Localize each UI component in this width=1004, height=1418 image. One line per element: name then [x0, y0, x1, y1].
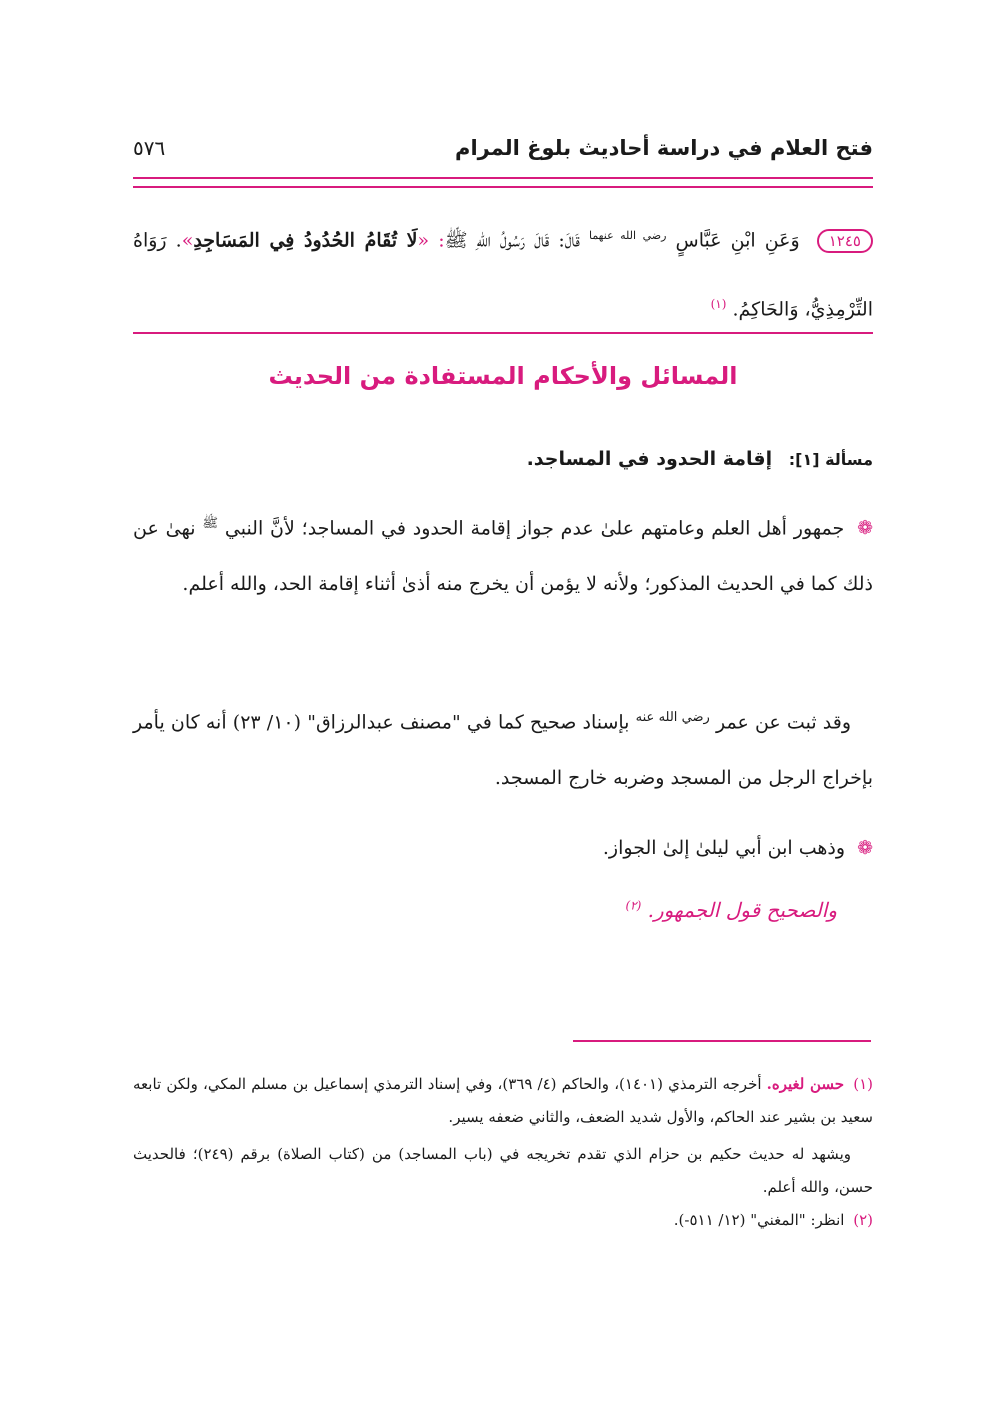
header-rule-bottom — [133, 186, 873, 188]
hadith-intro: وَعَنِ ابْنِ عَبَّاسٍ — [675, 229, 800, 252]
footnote-1 — [133, 1068, 873, 1134]
header-rule-top — [133, 177, 873, 179]
flower-icon: ❁ — [857, 837, 873, 859]
p1-text-a: جمهور أهل العلم وعامتهم علىٰ عدم جواز إقامة الحدود في المساجد؛ لأنَّ النبي — [224, 517, 845, 540]
issue-label: مسألة [١]: — [788, 450, 873, 469]
hadith-rule — [133, 332, 873, 334]
p2-text-b: بإسناد صحيح كما في "مصنف عبدالرزاق" (١٠/ ٢٣) أنه كان يأمر بإخراج الرجل من المسجد وضربه خارج المسجد. — [133, 711, 873, 790]
hadith-number-badge: ١٢٤٥ — [817, 229, 873, 253]
radiallahu-glyph: رضي الله عنه — [635, 710, 710, 725]
issue-heading — [133, 448, 873, 470]
footnote-2-text: انظر: "المغني" (١٢/ ٥١١-). — [673, 1211, 845, 1229]
quote-close: » — [181, 229, 194, 252]
hadith-grade: حسن لغيره. — [766, 1075, 845, 1093]
footnote-2 — [133, 1204, 873, 1237]
pbuh-glyph: ﷺ — [202, 516, 219, 531]
footnote-number: (١) — [853, 1075, 873, 1093]
conclusion-text: والصحيح قول الجمهور. — [647, 898, 837, 922]
p1-text-b: نهىٰ عن ذلك كما في الحديث المذكور؛ ولأنه لا يؤمن أن يخرج منه أذىٰ أثناء إقامة الحد، والله أعلم. — [133, 517, 873, 596]
footnote-ref-2[interactable]: (٢) — [625, 898, 642, 913]
footnote-separator — [573, 1040, 871, 1042]
footnote-ref-1[interactable]: (١) — [710, 297, 727, 312]
flower-icon: ❁ — [857, 517, 874, 540]
hadith-quote: لَا تُقَامُ الحُدُودُ فِي المَسَاجِدِ — [193, 229, 418, 252]
paragraph-umar — [133, 690, 873, 806]
hadith-said: قَالَ: قَالَ رَسُولُ اللهِ — [476, 229, 580, 252]
pbuh-glyph: ﷺ — [444, 229, 468, 252]
book-title: فتح العلام في دراسة أحاديث بلوغ المرام — [455, 136, 873, 160]
section-title: المسائل والأحكام المستفادة من الحديث — [268, 362, 738, 390]
conclusion — [133, 898, 873, 922]
hadith-narration: . رَوَاهُ التِّرْمِذِيُّ، وَالحَاكِمُ. — [133, 229, 873, 321]
quote-open: : « — [417, 229, 445, 252]
running-header — [133, 128, 873, 168]
footnote-number: (٢) — [853, 1211, 873, 1229]
footnotes — [133, 1068, 873, 1237]
p2-text-a: وقد ثبت عن عمر — [716, 711, 852, 734]
page-number: ٥٧٦ — [133, 136, 166, 160]
paragraph-majority — [133, 496, 873, 612]
issue-title: إقامة الحدود في المساجد. — [526, 448, 773, 470]
p3-text: وذهب ابن أبي ليلىٰ إلىٰ الجواز. — [602, 837, 846, 859]
footnote-1-continued: ويشهد له حديث حكيم بن حزام الذي تقدم تخريجه في (باب المساجد) من (كتاب الصلاة) برقم (٢٤٩)؛ فالحديث حسن، والله أعلم. — [133, 1145, 873, 1196]
paragraph-ibn-abi-layla — [133, 820, 873, 876]
footnote-1-text: أخرجه الترمذي (١٤٠١)، والحاكم (٤/ ٣٦٩)، وفي إسناد الترمذي إسماعيل بن مسلم المكي، ولكن تابعه سعيد بن بشير عند الحاكم، والأول شديد الضعف، والثاني ضعفه يسير. — [133, 1075, 873, 1126]
hadith-text — [133, 204, 873, 342]
radiallahu-glyph: رضي الله عنهما — [588, 229, 667, 242]
